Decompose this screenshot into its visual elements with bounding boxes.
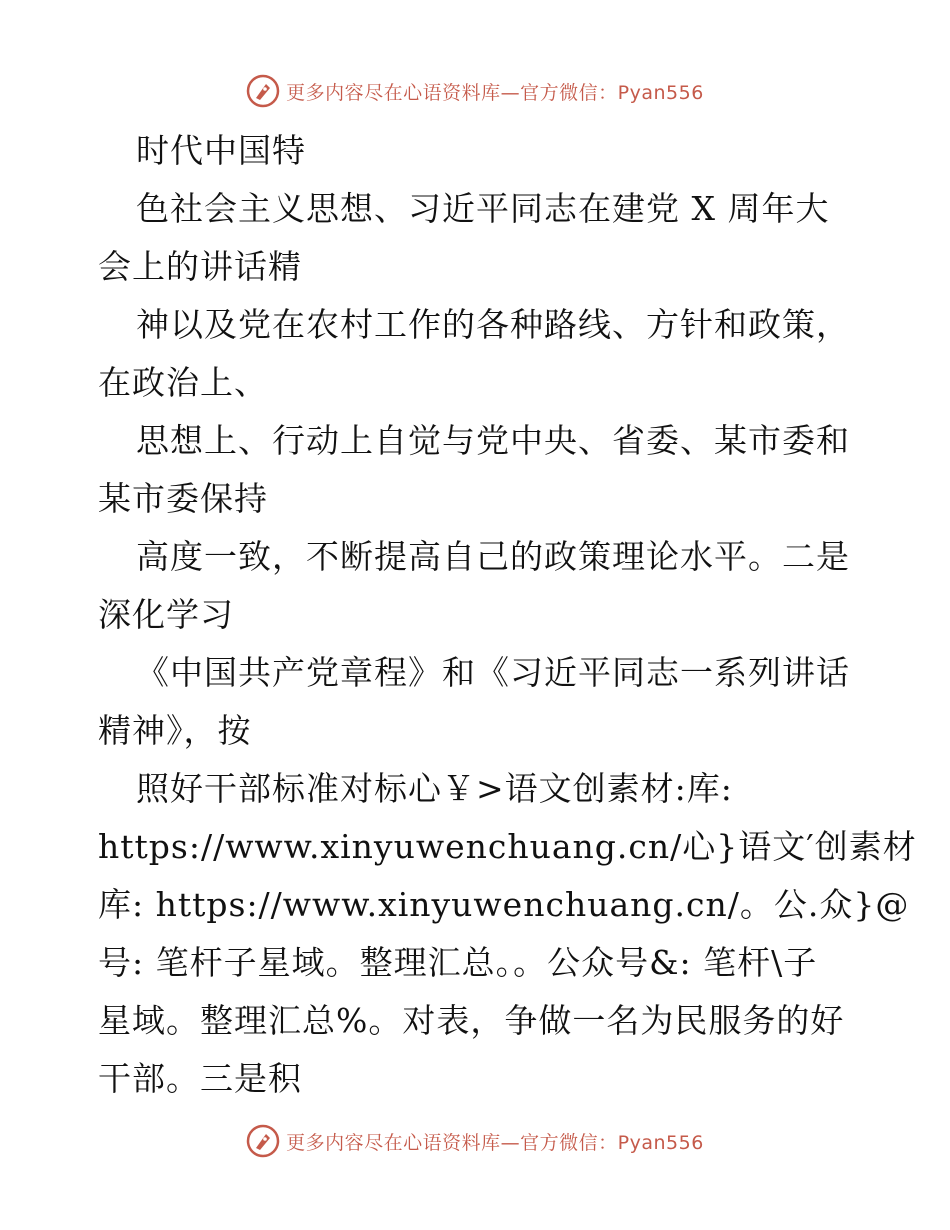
text-line: 思想上、行动上自觉与党中央、省委、某市委和 bbox=[136, 421, 850, 460]
text-line: 高度一致，不断提高自己的政策理论水平。二是 bbox=[136, 537, 850, 576]
text-line: 时代中国特 bbox=[136, 131, 306, 170]
text-line: 《中国共产党章程》和《习近平同志一系列讲话 bbox=[136, 653, 850, 692]
footer-banner-text: 更多内容尽在心语资料库—官方微信：Pyan556 bbox=[286, 1131, 704, 1154]
text-line: 干部。三是积 bbox=[98, 1059, 302, 1098]
text-line: 精神》，按 bbox=[98, 711, 252, 750]
header-banner bbox=[0, 71, 950, 111]
footer-banner bbox=[0, 1121, 950, 1161]
text-line: 色社会主义思想、习近平同志在建党 X 周年大 bbox=[136, 189, 830, 228]
text-line: 星域。整理汇总%。对表，争做一名为民服务的好 bbox=[98, 1001, 845, 1040]
pen-nib-logo-icon bbox=[246, 74, 280, 108]
text-line: 会上的讲话精 bbox=[98, 247, 302, 286]
text-line: 号: 笔杆子星域。整理汇总。。公众号&: 笔杆\子 bbox=[98, 943, 818, 982]
document-body bbox=[98, 122, 917, 1108]
text-line: 照好干部标准对标心￥>语文创素材:库: bbox=[136, 769, 733, 808]
text-line: 某市委保持 bbox=[98, 479, 268, 518]
text-line: 深化学习 bbox=[98, 595, 234, 634]
text-line: https://www.xinyuwenchuang.cn/心}语文′创素材 bbox=[98, 827, 917, 866]
pen-nib-logo-icon bbox=[246, 1124, 280, 1158]
text-line: 库: https://www.xinyuwenchuang.cn/。公.众}@ bbox=[98, 885, 910, 924]
text-line: 神以及党在农村工作的各种路线、方针和政策， bbox=[136, 305, 850, 344]
text-line: 在政治上、 bbox=[98, 363, 268, 402]
header-banner-text: 更多内容尽在心语资料库—官方微信：Pyan556 bbox=[286, 81, 704, 104]
